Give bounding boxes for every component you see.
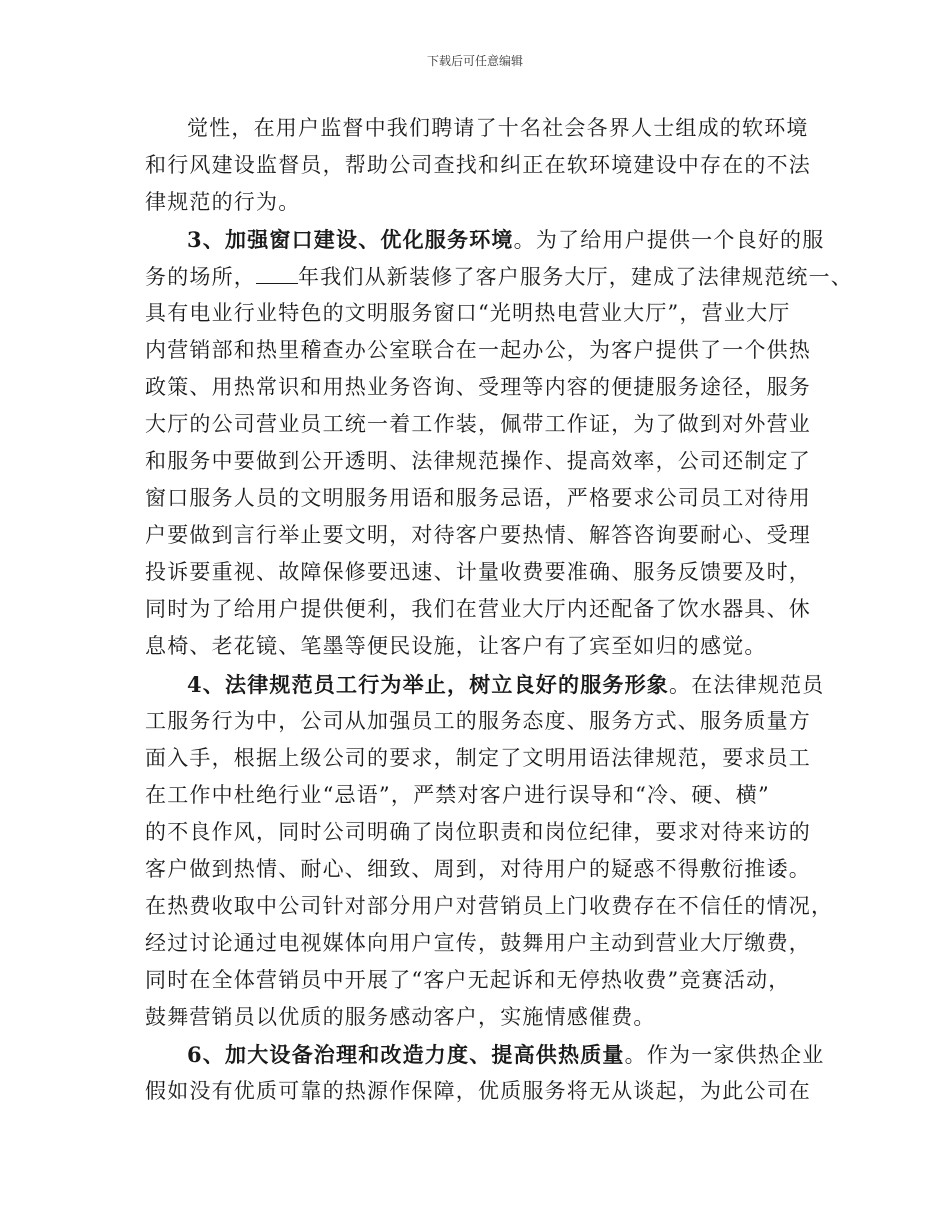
section-6-line — [187, 1044, 824, 1066]
section-6-text: 。作为一家供热企业 — [624, 1043, 825, 1067]
text-line: 和服务中要做到公开透明、法律规范操作、提高效率，公司还制定了 — [145, 449, 811, 473]
text-line: 律规范的行为。 — [145, 190, 301, 214]
section-6-heading: 6、加大设备治理和改造力度、提高供热质量 — [187, 1042, 625, 1067]
section-4-line — [187, 674, 824, 696]
text-line: 窗口服务人员的文明服务用语和服务忌语，严格要求公司员工对待用 — [145, 486, 811, 510]
text-fragment: 务的场所， — [145, 265, 256, 289]
text-line: 投诉要重视、故障保修要迅速、计量收费要准确、服务反馈要及时， — [145, 560, 811, 584]
text-line: 在工作中杜绝行业“忌语”，严禁对客户进行误导和“冷、硬、横” — [145, 783, 770, 807]
text-line: 经过讨论通过电视媒体向用户宣传，鼓舞用户主动到营业大厅缴费， — [145, 931, 811, 955]
text-line: 同时在全体营销员中开展了“客户无起诉和无停热收费”竞赛活动， — [145, 968, 791, 992]
text-line: 户要做到言行举止要文明，对待客户要热情、解答咨询要耐心、受理 — [145, 523, 811, 547]
text-line: 和行风建设监督员，帮助公司查找和纠正在软环境建设中存在的不法 — [145, 153, 811, 177]
text-line — [145, 266, 853, 288]
text-line: 大厅的公司营业员工统一着工作装，佩带工作证，为了做到对外营业 — [145, 412, 811, 436]
text-line: 假如没有优质可靠的热源作保障，优质服务将无从谈起，为此公司在 — [145, 1079, 811, 1103]
text-line: 客户做到热情、耐心、细致、周到，对待用户的疑惑不得敷衍推诿。 — [145, 857, 811, 881]
section-3-heading: 3、加强窗口建设、优化服务环境 — [187, 227, 514, 252]
text-line: 息椅、老花镜、笔墨等便民设施，让客户有了宾至如归的感觉。 — [145, 634, 767, 658]
text-line: 的不良作风，同时公司明确了岗位职责和岗位纪律，要求对待来访的 — [145, 820, 811, 844]
text-line: 同时为了给用户提供便利，我们在营业大厅内还配备了饮水器具、休 — [145, 597, 811, 621]
text-line: 具有电业行业特色的文明服务窗口“光明热电营业大厅”，营业大厅 — [145, 301, 791, 325]
blank-underline — [256, 266, 298, 284]
text-line: 鼓舞营销员以优质的服务感动客户，实施情感催费。 — [145, 1005, 656, 1029]
text-line: 政策、用热常识和用热业务咨询、受理等内容的便捷服务途径，服务 — [145, 375, 811, 399]
text-line: 面入手，根据上级公司的要求，制定了文明用语法律规范，要求员工 — [145, 746, 811, 770]
text-line: 觉性，在用户监督中我们聘请了十名社会各界人士组成的软环境 — [187, 116, 809, 140]
section-4-heading: 4、法律规范员工行为举止，树立良好的服务形象 — [187, 672, 670, 697]
text-fragment: 年我们从新装修了客户服务大厅，建成了法律规范统一、 — [298, 265, 853, 289]
section-4-text: 。在法律规范员 — [669, 673, 825, 697]
section-3-line — [187, 229, 824, 251]
text-line: 工服务行为中，公司从加强员工的服务态度、服务方式、服务质量方 — [145, 709, 811, 733]
text-line: 内营销部和热里稽查办公室联合在一起办公，为客户提供了一个供热 — [145, 338, 811, 362]
page-header: 下载后可任意编辑 — [426, 54, 523, 68]
text-line: 在热费收取中公司针对部分用户对营销员上门收费存在不信任的情况， — [145, 894, 834, 918]
section-3-text: 。为了给用户提供一个良好的服 — [513, 228, 825, 252]
